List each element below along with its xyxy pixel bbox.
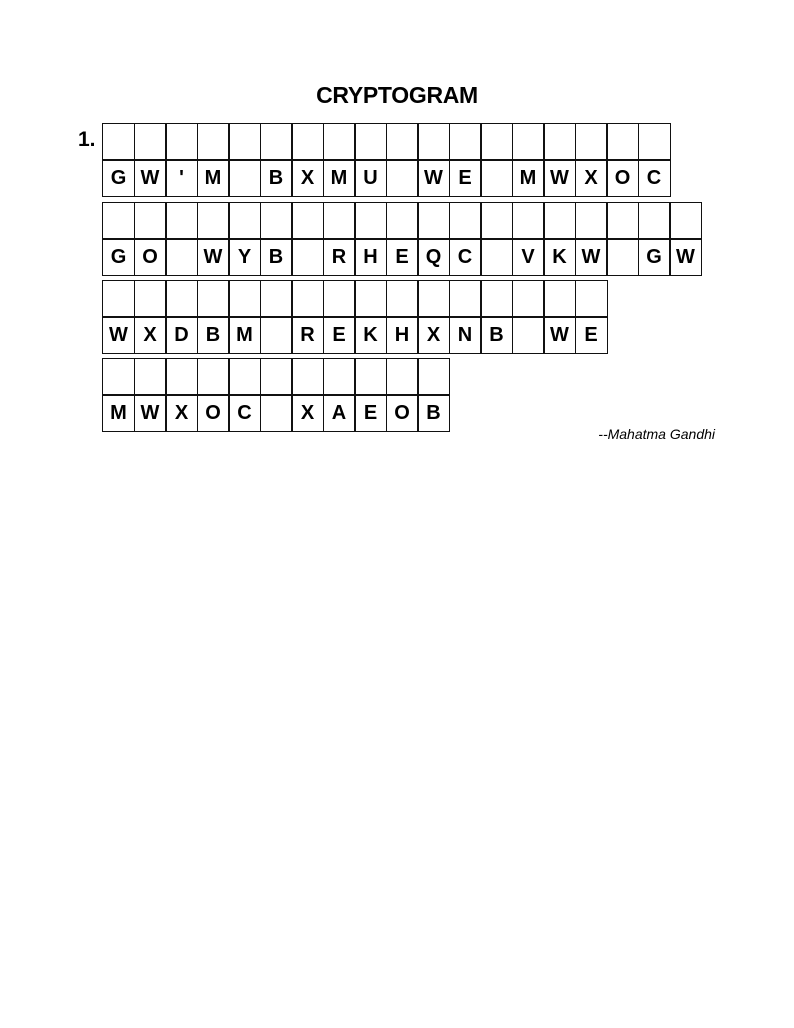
cipher-letter-cell: W [197,238,230,276]
cipher-letter-cell: M [102,394,135,432]
cipher-letter-cell: W [543,159,576,197]
cipher-letter-cell: W [669,238,702,276]
answer-cell[interactable] [638,202,671,240]
answer-cell[interactable] [417,202,450,240]
puzzle-number: 1. [78,128,96,151]
answer-cell[interactable] [228,123,261,161]
answer-cell[interactable] [669,202,702,240]
cipher-letter-cell: O [606,159,639,197]
cipher-letter-cell: G [102,238,135,276]
cipher-letter-cell [291,238,324,276]
answer-cell[interactable] [260,358,293,396]
cipher-letter-cell: K [543,238,576,276]
answer-cell[interactable] [543,123,576,161]
answer-cell[interactable] [323,280,356,318]
answer-cell[interactable] [165,358,198,396]
answer-cell[interactable] [354,280,387,318]
cipher-letter-cell: C [449,238,482,276]
answer-cell[interactable] [102,202,135,240]
cipher-letter-cell: X [417,316,450,354]
cipher-letter-cell: E [323,316,356,354]
answer-cell[interactable] [323,358,356,396]
page-title: CRYPTOGRAM [316,82,478,108]
cryptogram-row [102,281,608,354]
cipher-letter-cell: X [134,316,167,354]
cipher-letter-cell: X [291,394,324,432]
answer-cell[interactable] [165,123,198,161]
answer-cell[interactable] [354,358,387,396]
answer-cell[interactable] [417,123,450,161]
cipher-letter-cell: A [323,394,356,432]
answer-cell[interactable] [480,280,513,318]
cipher-letter-cell: E [449,159,482,197]
cipher-letter-cell: W [417,159,450,197]
cipher-letter-cell: M [323,159,356,197]
cipher-letter-cell: E [575,316,608,354]
answer-cell[interactable] [260,123,293,161]
cipher-letter-cell: W [543,316,576,354]
cipher-letter-cell: B [197,316,230,354]
answer-cell[interactable] [354,123,387,161]
answer-cell[interactable] [386,202,419,240]
cipher-letter-cell: X [291,159,324,197]
answer-cell[interactable] [543,280,576,318]
cipher-letter-cell [606,238,639,276]
answer-cell[interactable] [197,280,230,318]
answer-cell[interactable] [134,202,167,240]
answer-cell[interactable] [386,123,419,161]
cipher-letter-cell: Q [417,238,450,276]
answer-cell[interactable] [102,280,135,318]
cipher-letter-cell: X [575,159,608,197]
cipher-letter-cell: U [354,159,387,197]
cipher-letter-cell [260,394,293,432]
answer-cell[interactable] [512,202,545,240]
cipher-letter-cell: M [512,159,545,197]
cipher-letter-cell: D [165,316,198,354]
cipher-letter-cell [165,238,198,276]
cipher-letter-cell: W [134,394,167,432]
answer-cell[interactable] [165,280,198,318]
answer-cell[interactable] [417,358,450,396]
answer-cell[interactable] [480,202,513,240]
cipher-letter-cell: X [165,394,198,432]
answer-cell[interactable] [102,123,135,161]
cipher-letter-cell [512,316,545,354]
answer-cells [102,359,450,396]
cipher-letter-cell: B [260,238,293,276]
answer-cell[interactable] [134,123,167,161]
cipher-letter-cell [228,159,261,197]
answer-cell[interactable] [228,358,261,396]
cipher-letter-cell: ' [165,159,198,197]
cipher-letter-cell: R [323,238,356,276]
cipher-letter-cell: K [354,316,387,354]
cipher-letter-cell: C [638,159,671,197]
answer-cell[interactable] [134,280,167,318]
answer-cell[interactable] [417,280,450,318]
answer-cell[interactable] [449,202,482,240]
cryptogram-row [102,124,671,197]
answer-cell[interactable] [197,123,230,161]
answer-cell[interactable] [197,358,230,396]
answer-cell[interactable] [543,202,576,240]
answer-cell[interactable] [449,123,482,161]
cipher-letter-cell: R [291,316,324,354]
cipher-letter-cell: B [260,159,293,197]
answer-cells [102,203,702,240]
cipher-letter-cell: O [134,238,167,276]
answer-cell[interactable] [575,202,608,240]
answer-cell[interactable] [291,123,324,161]
answer-cell[interactable] [354,202,387,240]
cipher-letter-cell: V [512,238,545,276]
cipher-cells [102,161,671,198]
cipher-letter-cell: O [386,394,419,432]
cipher-letter-cell: W [134,159,167,197]
answer-cell[interactable] [291,280,324,318]
cipher-letter-cell: H [354,238,387,276]
answer-cell[interactable] [386,280,419,318]
answer-cell[interactable] [260,202,293,240]
answer-cell[interactable] [606,202,639,240]
cryptogram-row [102,359,450,432]
answer-cell[interactable] [480,123,513,161]
answer-cells [102,124,671,161]
answer-cell[interactable] [512,280,545,318]
answer-cell[interactable] [291,358,324,396]
cipher-letter-cell: W [102,316,135,354]
cipher-cells [102,396,450,433]
cipher-letter-cell: E [386,238,419,276]
answer-cells [102,281,608,318]
cipher-letter-cell [480,159,513,197]
answer-cell[interactable] [102,358,135,396]
answer-cell[interactable] [134,358,167,396]
cipher-letter-cell: G [638,238,671,276]
quote-attribution: --Mahatma Gandhi [598,426,715,442]
answer-cell[interactable] [386,358,419,396]
cipher-letter-cell: B [480,316,513,354]
cipher-letter-cell: O [197,394,230,432]
cipher-letter-cell: E [354,394,387,432]
answer-cell[interactable] [228,202,261,240]
answer-cell[interactable] [512,123,545,161]
cipher-cells [102,240,702,277]
cipher-letter-cell: W [575,238,608,276]
answer-cell[interactable] [449,280,482,318]
cryptogram-row [102,203,702,276]
answer-cell[interactable] [260,280,293,318]
cipher-letter-cell [480,238,513,276]
answer-cell[interactable] [638,123,671,161]
cipher-cells [102,318,608,355]
answer-cell[interactable] [197,202,230,240]
answer-cell[interactable] [575,280,608,318]
answer-cell[interactable] [291,202,324,240]
cipher-letter-cell: G [102,159,135,197]
answer-cell[interactable] [165,202,198,240]
cipher-letter-cell: M [197,159,230,197]
answer-cell[interactable] [575,123,608,161]
cipher-letter-cell: C [228,394,261,432]
answer-cell[interactable] [323,123,356,161]
answer-cell[interactable] [323,202,356,240]
cipher-letter-cell: B [417,394,450,432]
cipher-letter-cell: M [228,316,261,354]
answer-cell[interactable] [228,280,261,318]
cipher-letter-cell [260,316,293,354]
cipher-letter-cell [386,159,419,197]
cipher-letter-cell: H [386,316,419,354]
answer-cell[interactable] [606,123,639,161]
cipher-letter-cell: Y [228,238,261,276]
cipher-letter-cell: N [449,316,482,354]
